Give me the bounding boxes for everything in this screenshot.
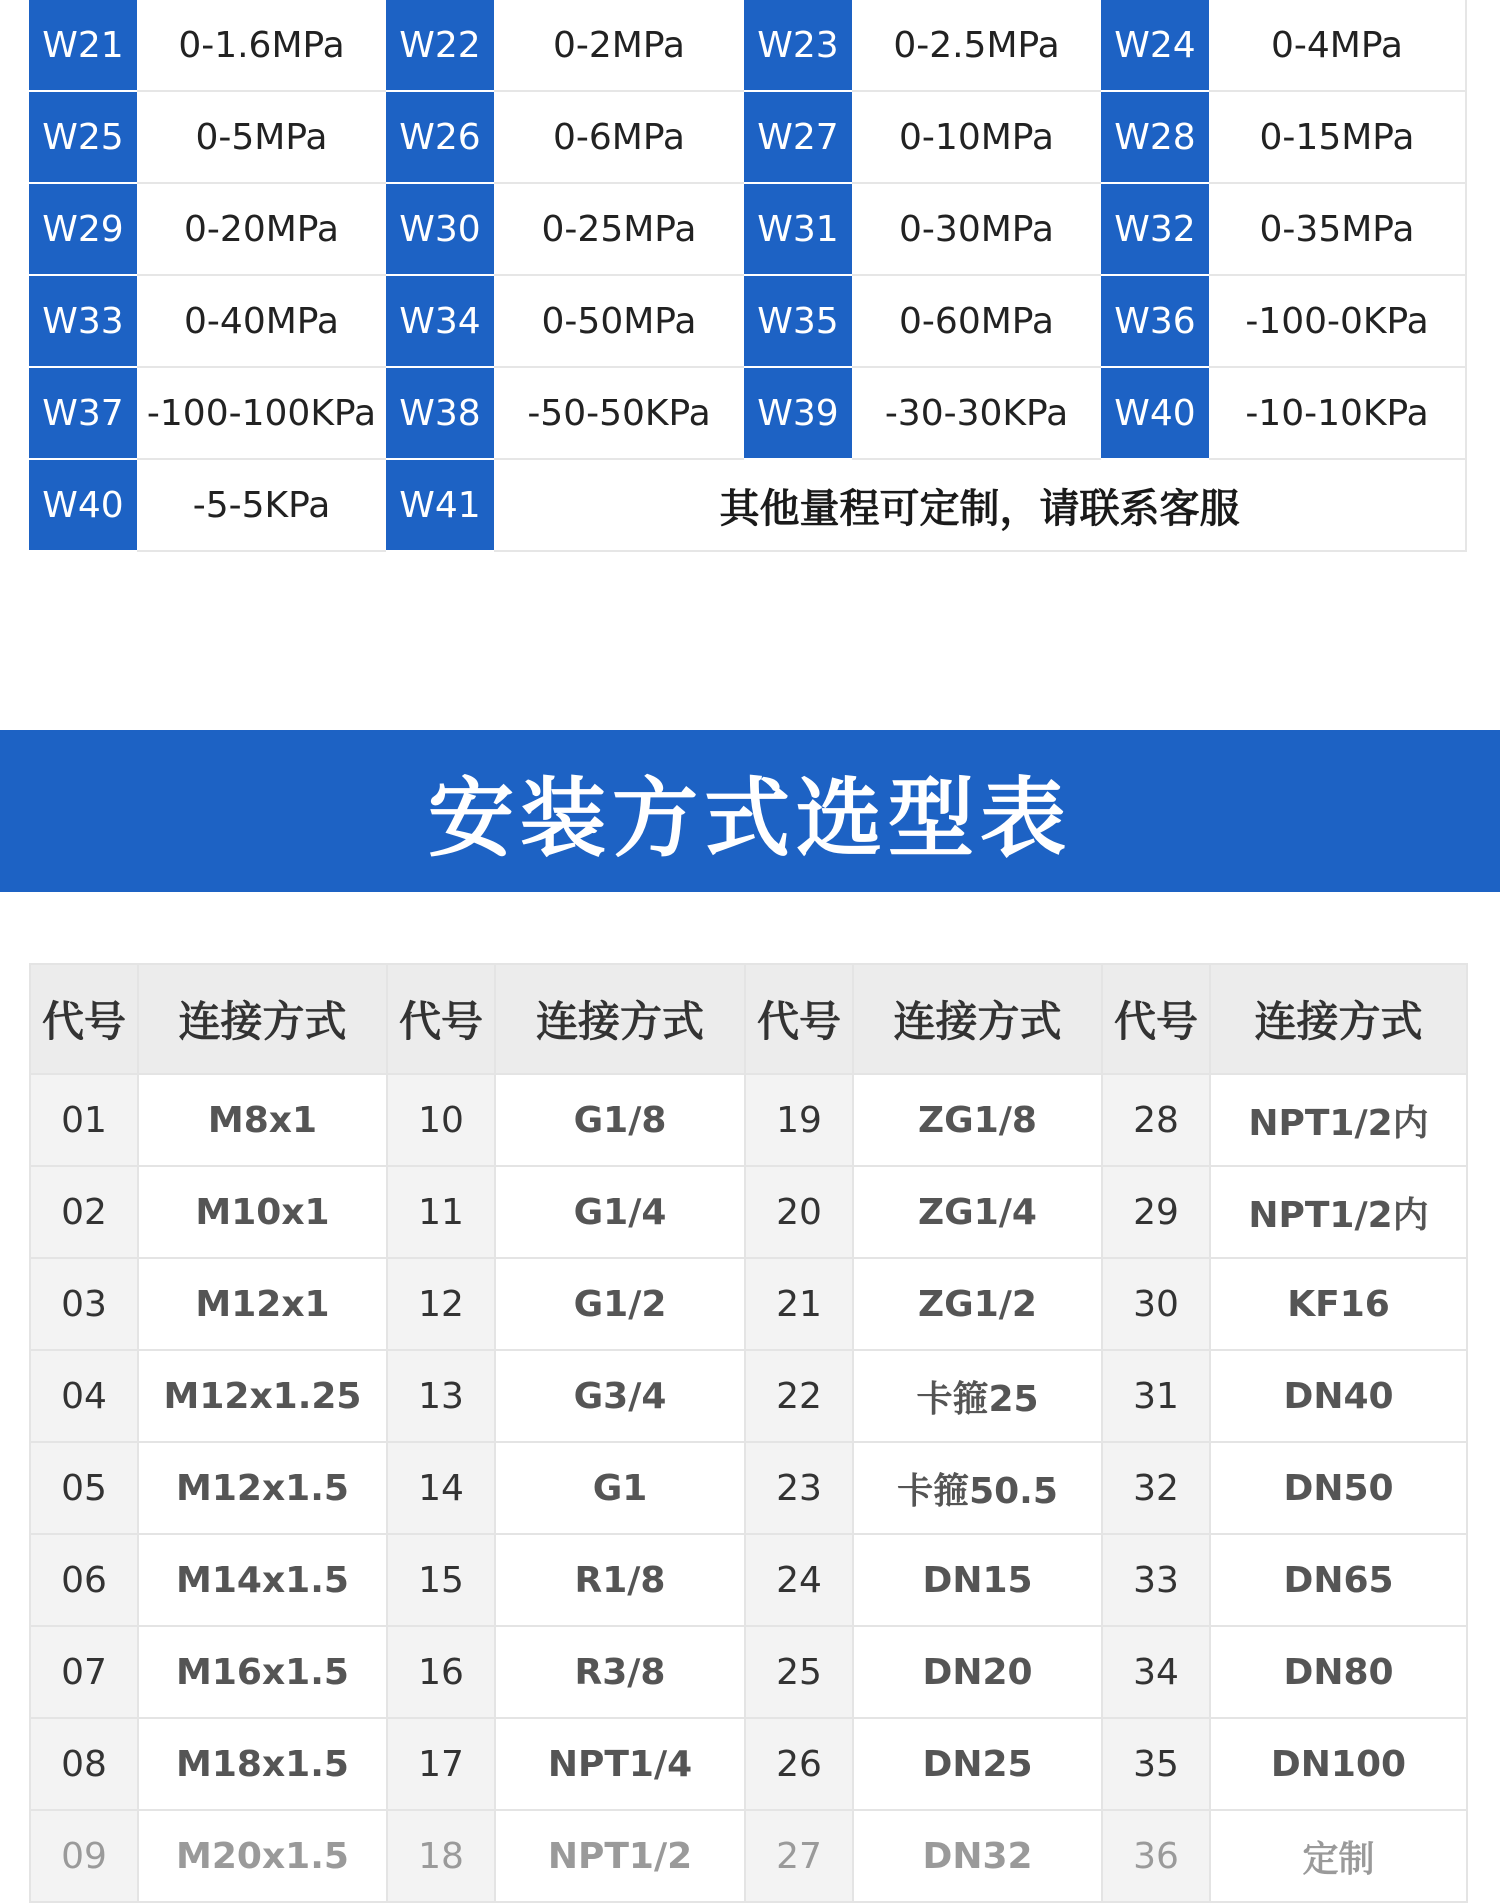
code-cell: 27 (745, 1810, 853, 1902)
range-code-cell: W37 (29, 367, 137, 459)
range-row (29, 91, 1466, 183)
table-row (30, 1810, 1467, 1902)
code-cell: 07 (30, 1626, 138, 1718)
method-cell: KF16 (1210, 1258, 1467, 1350)
method-cell: M12x1.5 (138, 1442, 387, 1534)
method-cell: ZG1/8 (853, 1074, 1102, 1166)
range-code-cell: W41 (386, 459, 494, 551)
range-value-cell: -50-50KPa (494, 367, 744, 459)
range-code-cell: W39 (744, 367, 852, 459)
method-cell: DN65 (1210, 1534, 1467, 1626)
code-cell: 31 (1102, 1350, 1210, 1442)
range-value-cell: 0-60MPa (852, 275, 1101, 367)
code-cell: 05 (30, 1442, 138, 1534)
code-column-header: 代号 (30, 964, 138, 1074)
method-cell: M20x1.5 (138, 1810, 387, 1902)
range-code-cell: W33 (29, 275, 137, 367)
code-cell: 34 (1102, 1626, 1210, 1718)
table-row (30, 1350, 1467, 1442)
code-column-header: 代号 (745, 964, 853, 1074)
range-value-cell: 0-30MPa (852, 183, 1101, 275)
code-cell: 12 (387, 1258, 495, 1350)
range-code-cell: W32 (1101, 183, 1209, 275)
table-row (30, 1718, 1467, 1810)
section-title: 安装方式选型表 (428, 769, 1072, 869)
method-cell: DN15 (853, 1534, 1102, 1626)
method-cell: DN50 (1210, 1442, 1467, 1534)
range-code-cell: W28 (1101, 91, 1209, 183)
range-row (29, 0, 1466, 91)
code-cell: 30 (1102, 1258, 1210, 1350)
method-cell: NPT1/2内 (1210, 1074, 1467, 1166)
code-column-header: 代号 (387, 964, 495, 1074)
range-value-cell: 0-15MPa (1209, 91, 1466, 183)
range-code-cell: W24 (1101, 0, 1209, 91)
range-value-cell: 0-1.6MPa (137, 0, 386, 91)
table-row (30, 1258, 1467, 1350)
range-row (29, 275, 1466, 367)
table-row (30, 1074, 1467, 1166)
method-cell: G3/4 (495, 1350, 745, 1442)
range-row (29, 367, 1466, 459)
method-cell: NPT1/2 (495, 1810, 745, 1902)
range-value-cell: 0-5MPa (137, 91, 386, 183)
code-column-header: 代号 (1102, 964, 1210, 1074)
code-cell: 16 (387, 1626, 495, 1718)
code-cell: 23 (745, 1442, 853, 1534)
code-cell: 28 (1102, 1074, 1210, 1166)
method-cell: G1/4 (495, 1166, 745, 1258)
range-code-cell: W34 (386, 275, 494, 367)
range-value-cell: 0-6MPa (494, 91, 744, 183)
range-value-cell: 0-35MPa (1209, 183, 1466, 275)
range-code-cell: W25 (29, 91, 137, 183)
range-code-cell: W40 (29, 459, 137, 551)
method-cell: ZG1/4 (853, 1166, 1102, 1258)
range-code-cell: W23 (744, 0, 852, 91)
range-row (29, 459, 1466, 551)
code-cell: 13 (387, 1350, 495, 1442)
code-cell: 18 (387, 1810, 495, 1902)
method-cell: G1 (495, 1442, 745, 1534)
method-cell: M10x1 (138, 1166, 387, 1258)
range-value-cell: -5-5KPa (137, 459, 386, 551)
code-cell: 32 (1102, 1442, 1210, 1534)
method-cell: DN20 (853, 1626, 1102, 1718)
method-cell: R3/8 (495, 1626, 745, 1718)
method-cell: R1/8 (495, 1534, 745, 1626)
code-cell: 11 (387, 1166, 495, 1258)
code-cell: 14 (387, 1442, 495, 1534)
method-cell: DN80 (1210, 1626, 1467, 1718)
range-value-cell: -30-30KPa (852, 367, 1101, 459)
code-cell: 29 (1102, 1166, 1210, 1258)
method-cell: G1/8 (495, 1074, 745, 1166)
range-value-cell: 0-10MPa (852, 91, 1101, 183)
method-cell: 卡箍50.5 (853, 1442, 1102, 1534)
range-value-cell: 0-4MPa (1209, 0, 1466, 91)
method-cell: NPT1/4 (495, 1718, 745, 1810)
range-code-cell: W26 (386, 91, 494, 183)
range-code-cell: W36 (1101, 275, 1209, 367)
range-code-cell: W27 (744, 91, 852, 183)
method-cell: M16x1.5 (138, 1626, 387, 1718)
code-cell: 15 (387, 1534, 495, 1626)
method-cell: M8x1 (138, 1074, 387, 1166)
code-cell: 25 (745, 1626, 853, 1718)
range-value-cell: -100-100KPa (137, 367, 386, 459)
method-cell: M12x1.25 (138, 1350, 387, 1442)
code-cell: 19 (745, 1074, 853, 1166)
method-cell: G1/2 (495, 1258, 745, 1350)
table-row (30, 1442, 1467, 1534)
code-cell: 02 (30, 1166, 138, 1258)
table-header-row (30, 964, 1467, 1074)
range-code-cell: W29 (29, 183, 137, 275)
method-column-header: 连接方式 (1210, 964, 1467, 1074)
code-cell: 35 (1102, 1718, 1210, 1810)
method-column-header: 连接方式 (853, 964, 1102, 1074)
table-row (30, 1166, 1467, 1258)
code-cell: 36 (1102, 1810, 1210, 1902)
range-row (29, 183, 1466, 275)
code-cell: 24 (745, 1534, 853, 1626)
method-cell: 卡箍25 (853, 1350, 1102, 1442)
method-cell: ZG1/2 (853, 1258, 1102, 1350)
method-cell: M14x1.5 (138, 1534, 387, 1626)
code-cell: 04 (30, 1350, 138, 1442)
range-value-cell: 0-2MPa (494, 0, 744, 91)
code-cell: 26 (745, 1718, 853, 1810)
method-cell: M12x1 (138, 1258, 387, 1350)
method-cell: DN40 (1210, 1350, 1467, 1442)
code-cell: 17 (387, 1718, 495, 1810)
section-banner (0, 730, 1500, 892)
code-cell: 08 (30, 1718, 138, 1810)
code-cell: 22 (745, 1350, 853, 1442)
method-cell: DN25 (853, 1718, 1102, 1810)
code-cell: 21 (745, 1258, 853, 1350)
method-cell: DN32 (853, 1810, 1102, 1902)
range-code-cell: W22 (386, 0, 494, 91)
code-cell: 10 (387, 1074, 495, 1166)
range-value-cell: 0-40MPa (137, 275, 386, 367)
method-column-header: 连接方式 (495, 964, 745, 1074)
table-row (30, 1626, 1467, 1718)
code-cell: 33 (1102, 1534, 1210, 1626)
range-code-cell: W40 (1101, 367, 1209, 459)
range-code-cell: W38 (386, 367, 494, 459)
code-cell: 20 (745, 1166, 853, 1258)
range-value-cell: 0-50MPa (494, 275, 744, 367)
mounting-table-body (30, 1074, 1467, 1902)
code-cell: 01 (30, 1074, 138, 1166)
range-code-cell: W35 (744, 275, 852, 367)
method-cell: 定制 (1210, 1810, 1467, 1902)
custom-range-note: 其他量程可定制，请联系客服 (494, 459, 1466, 551)
method-cell: NPT1/2内 (1210, 1166, 1467, 1258)
method-column-header: 连接方式 (138, 964, 387, 1074)
range-value-cell: 0-20MPa (137, 183, 386, 275)
range-value-cell: 0-2.5MPa (852, 0, 1101, 91)
table-row (30, 1534, 1467, 1626)
method-cell: DN100 (1210, 1718, 1467, 1810)
range-value-cell: -10-10KPa (1209, 367, 1466, 459)
mounting-method-table (29, 963, 1468, 1903)
method-cell: M18x1.5 (138, 1718, 387, 1810)
pressure-range-table (29, 0, 1467, 552)
code-cell: 06 (30, 1534, 138, 1626)
code-cell: 09 (30, 1810, 138, 1902)
range-value-cell: -100-0KPa (1209, 275, 1466, 367)
range-value-cell: 0-25MPa (494, 183, 744, 275)
code-cell: 03 (30, 1258, 138, 1350)
range-code-cell: W21 (29, 0, 137, 91)
range-code-cell: W31 (744, 183, 852, 275)
range-code-cell: W30 (386, 183, 494, 275)
